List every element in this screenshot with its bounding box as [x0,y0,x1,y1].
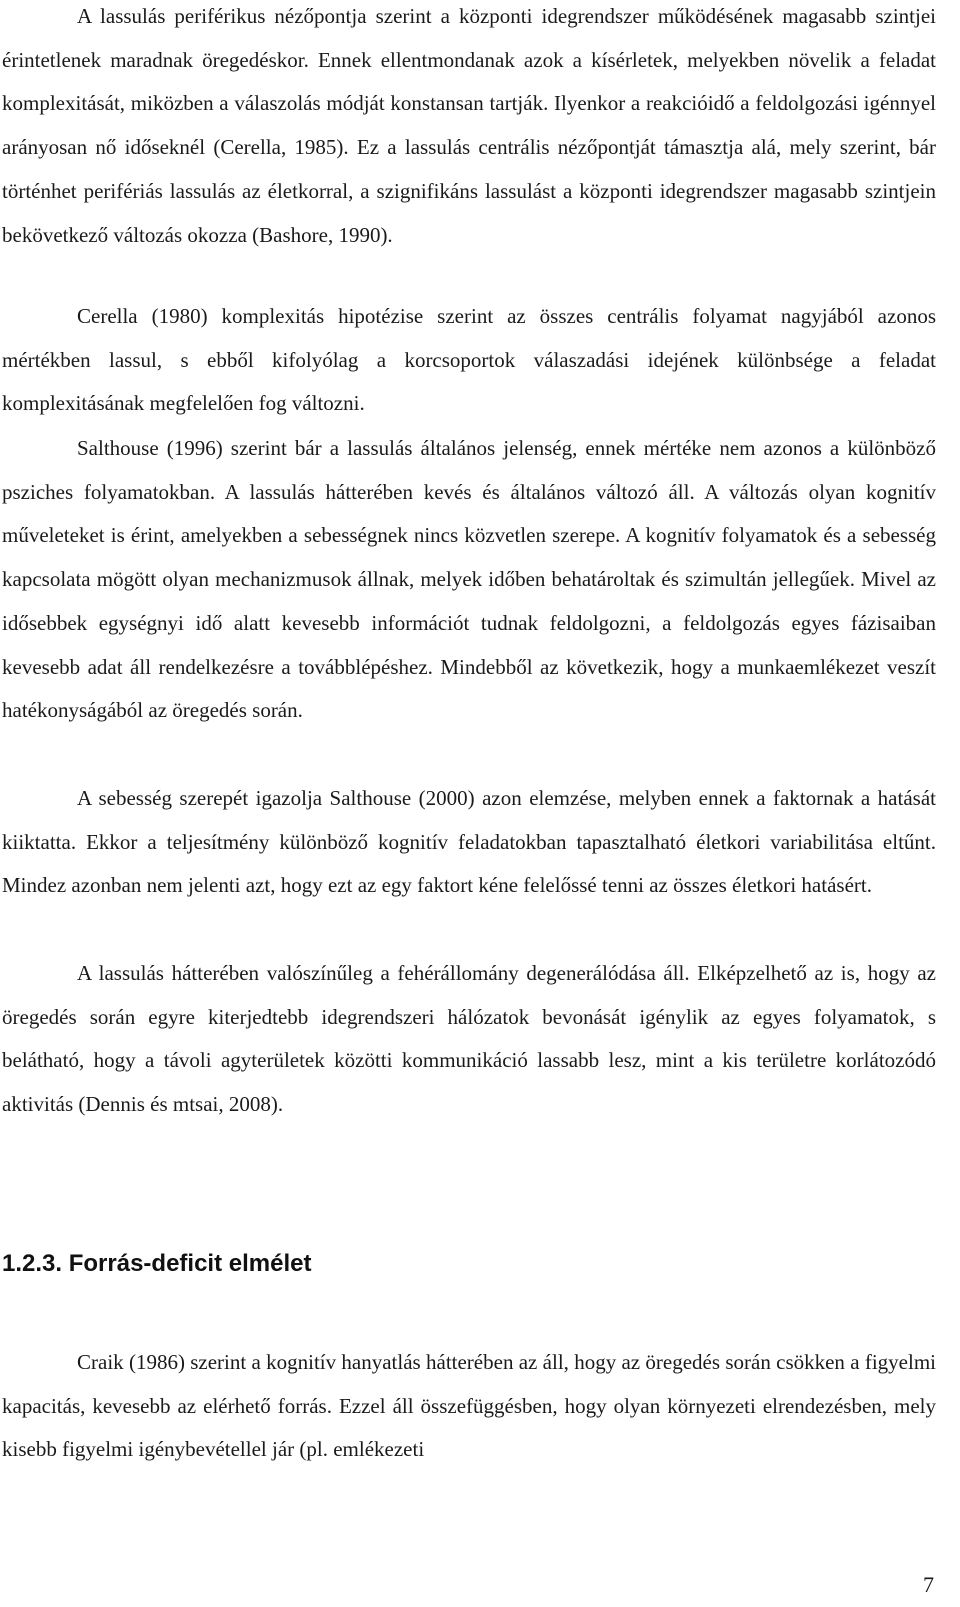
paragraph-white-matter: A lassulás hátterében valószínűleg a fehérállomány degenerálódása áll. Elképzelhető az is, hogy az öregedés során egyre kiterjedtebb idegrendszeri hálózatok bevonását igénylik az egyes folyamatok, s belátható, hogy a távoli agyterületek közötti kommunikáció lassabb lesz, mint a kis területre korlátozódó aktivitás (Dennis és mtsai, 2008). [2,961,936,1117]
paragraph-salthouse-2000: A sebesség szerepét igazolja Salthouse (2000) azon elemzése, melyben ennek a faktornak a hatását kiiktatta. Ekkor a teljesítmény különböző kognitív feladatokban tapasztalható életkori variabilitása eltűnt. Mindez azonban nem jelenti azt, hogy ezt az egy faktort kéne felelőssé tenni az összes életkori hatásért. [2,786,936,898]
paragraph-complexity-hypothesis: Cerella (1980) komplexitás hipotézise szerint az összes centrális folyamat nagyjából azonos mértékben lassul, s ebből kifolyólag a korcsoportok válaszadási idejének különbsége a feladat komplexitásának megfelelően fog változni. [2,304,936,416]
page-number: 7 [923,1572,934,1597]
paragraph-peripheral-slowing: A lassulás periférikus nézőpontja szerint a központi idegrendszer működésének magasabb szintjei érintetlenek maradnak öregedéskor. Ennek ellentmondanak azok a kísérletek, melyekben növelik a feladat komplexitását, miközben a válaszolás módját konstansan tartják. Ilyenkor a reakcióidő a feldolgozási igénnyel arányosan nő időseknél (Cerella, 1985). Ez a lassulás centrális nézőpontját támasztja alá, mely szerint, bár történhet perifériás lassulás az életkorral, a szignifikáns lassulást a központi idegrendszer magasabb szintjein bekövetkező változás okozza (Bashore, 1990). [2,4,936,247]
paragraph-resource-deficit: Craik (1986) szerint a kognitív hanyatlás hátterében az áll, hogy az öregedés során csökken a figyelmi kapacitás, kevesebb az elérhető forrás. Ezzel áll összefüggésben, hogy olyan környezeti elrendezésben, mely kisebb figyelmi igénybevétellel jár (pl. emlékezeti [2,1350,936,1462]
section-heading: 1.2.3. Forrás-deficit elmélet [2,1250,312,1277]
paragraph-salthouse-1996: Salthouse (1996) szerint bár a lassulás általános jelenség, ennek mértéke nem azonos a különböző psziches folyamatokban. A lassulás hátterében kevés és általános változó áll. A változás olyan kognitív műveleteket is érint, amelyekben a sebességnek nincs közvetlen szerepe. A kognitív folyamatok és a sebesség kapcsolata mögött olyan mechanizmusok állnak, melyek időben behatároltak és szimultán jellegűek. Mivel az idősebbek egységnyi idő alatt kevesebb információt tudnak feldolgozni, a feldolgozás egyes fázisaiban kevesebb adat áll rendelkezésre a továbblépéshez. Mindebből az következik, hogy a munkaemlékezet veszít hatékonyságából az öregedés során. [2,436,936,723]
